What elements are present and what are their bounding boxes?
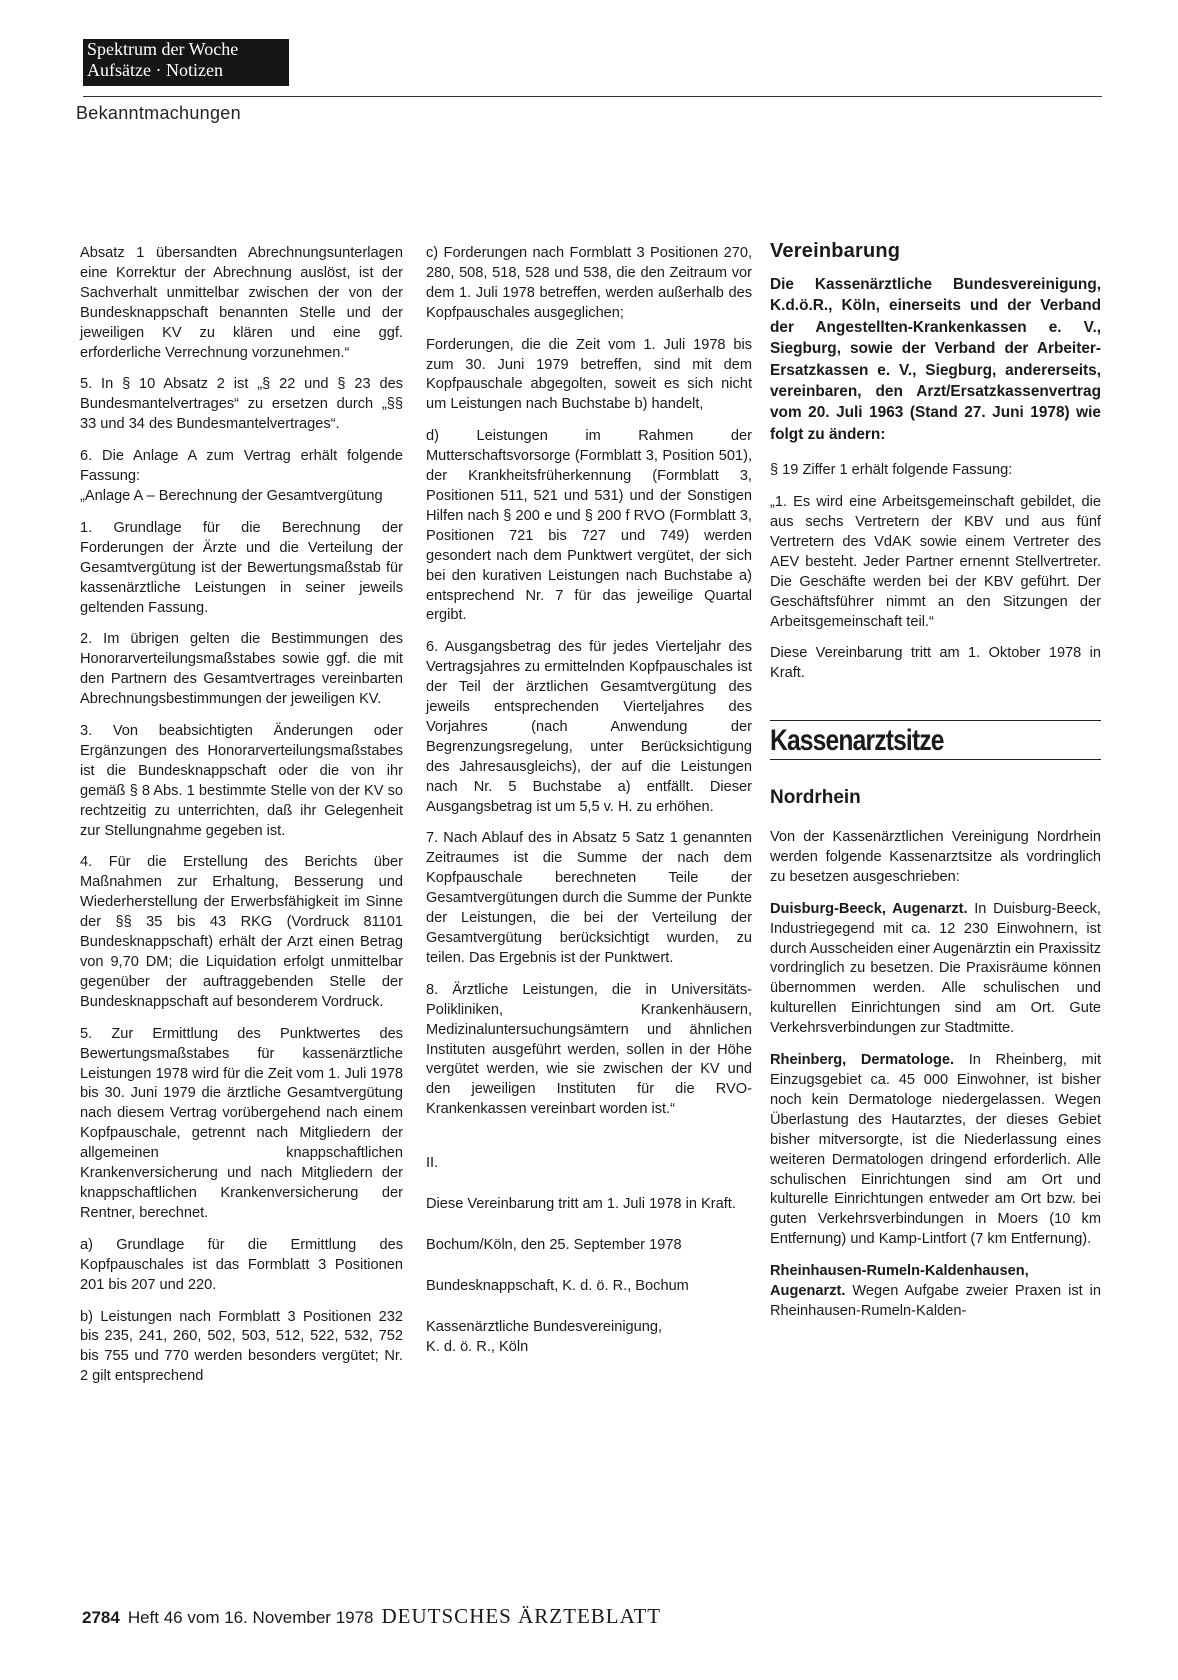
- paragraph: d) Leistungen im Rahmen der Mutterschaftsvorsorge (Formblatt 3, Position 501), der Krankheitsfrüherkennung (Formblatt 3, Positionen 511, 521 und 531) und der Sonstigen Hilfen nach § 200 e und § 200 f RVO (Formblatt 3, Positionen 721 bis 727 und 749) werden gesondert nach dem Punktwert vergütet, der sich bei den kurativen Leistungen nach Buchstabe a) entsprechend Nr. 7 für das jeweilige Quartal ergibt.: [426, 428, 752, 624]
- section-title: Kassenarztsitze: [770, 724, 944, 758]
- listing-text: In Duisburg-Beeck, Industriegegend mit ca. 12 230 Einwohnern, ist durch Ausscheiden einer Augenärztin ein Praxissitz vordringlich zu besetzen. Die Praxisräume können übernommen werden. Alle schulischen und kulturellen Einrichtungen sind am Ort. Gute Verkehrsverbindungen zur Stadtmitte.: [770, 900, 1101, 1037]
- section-rule: [770, 720, 1101, 721]
- listing-rheinhausen: [770, 1262, 1101, 1322]
- column-3: [770, 240, 1102, 1334]
- listing-duisburg: [770, 900, 1101, 1039]
- journal-title: DEUTSCHES ÄRZTEBLATT: [381, 1604, 662, 1628]
- paragraph: 5. Zur Ermittlung des Punktwertes des Bewertungsmaßstabes für kassenärztliche Leistungen 1978 wird für die Zeit vom 1. Juli 1978 bis 30. Juni 1979 die ärztliche Gesamtvergütung nach diesem Vertrag vorübergehend nach einem Kopfpauschale, getrennt nach Mitgliedern der allgemeinen knappschaftlichen Krankenversicherung und nach Mitgliedern der knappschaftlichen Krankenversicherung der Rentner, berechnet.: [80, 1025, 403, 1221]
- column-1: [80, 244, 403, 1399]
- paragraph: Absatz 1 übersandten Abrechnungsunterlagen eine Korrektur der Abrechnung auslöst, ist der Sachverhalt unmittelbar zwischen der von der Bundesknappschaft benannten Stelle und der jeweiligen KV zu klären und eine ggf. erforderliche Verrechnung vorzunehmen.“: [80, 245, 403, 361]
- place-date: Bochum/Köln, den 25. September 1978: [426, 1236, 682, 1253]
- masthead: [83, 39, 289, 86]
- section-label: Bekanntmachungen: [76, 103, 241, 123]
- paragraph: 1. Grundlage für die Berechnung der Forderungen der Ärzte und die Verteilung der Gesamtvergütung ist der Bewertungsmaßstab für kassenärztliche Leistungen in seiner jeweils geltenden Fassung.: [80, 519, 403, 616]
- column-2: [426, 244, 752, 1370]
- paragraph: 2. Im übrigen gelten die Bestimmungen des Honorarverteilungsmaßstabes sowie ggf. die mit den Partnern des Gesamtvertrages vereinbarten Abrechnungsbestimmungen der jeweiligen KV.: [80, 631, 403, 708]
- paragraph: „1. Es wird eine Arbeitsgemeinschaft gebildet, die aus sechs Vertretern der KBV und aus fünf Vertretern des VdAK sowie einem Vertreter des AEV besteht. Jeder Partner ernennt Stellvertreter. Die Geschäfte werden bei der KBV geführt. Der Geschäftsführer nimmt an den Sitzungen der Arbeitsgemeinschaft teil.“: [770, 494, 1101, 630]
- listing-title: Duisburg-Beeck, Augenarzt.: [770, 900, 968, 917]
- paragraph: 6. Die Anlage A zum Vertrag erhält folgende Fassung: „Anlage A – Berechnung der Gesamtvergütung: [80, 448, 403, 504]
- paragraph: 6. Ausgangsbetrag des für jedes Vierteljahr des Vertragsjahres zu ermittelnden Kopfpauschales ist der Teil der ärztlichen Gesamtvergütung des jeweils entsprechenden Vierteljahres des Vorjahres (nach Anwendung der Begrenzungsregelung, unter Berücksichtigung des Jahresausgleichs), der auf die Leistungen nach Nr. 5 Buchstabe a) entfällt. Dieser Ausgangsbetrag ist um 5,5 v. H. zu erhöhen.: [426, 639, 752, 815]
- listing-text: Wegen Aufgabe zweier Praxen ist in Rheinhausen-Rumeln-Kalden-: [770, 1283, 1101, 1319]
- masthead-line-1: Spektrum der Woche: [87, 39, 239, 59]
- paragraph: a) Grundlage für die Ermittlung des Kopfpauschales ist das Formblatt 3 Positionen 201 bis 207 und 220.: [80, 1236, 403, 1293]
- paragraph: Forderungen, die die Zeit vom 1. Juli 1978 bis zum 30. Juni 1979 betreffen, sind mit dem Kopfpauschale abgegolten, soweit es sich nicht um Leistungen nach Buchstabe b) handelt,: [426, 336, 752, 413]
- paragraph: 7. Nach Ablauf des in Absatz 5 Satz 1 genannten Zeitraumes ist die Summe der nach dem Kopfpauschale berechneten Teile der Gesamtvergütungen durch die Summe der Punkte der Leistungen, die bei der Verteilung der Gesamtvergütung berücksichtigt wurden, zu teilen. Das Ergebnis ist der Punktwert.: [426, 830, 752, 966]
- paragraph: Diese Vereinbarung tritt am 1. Oktober 1978 in Kraft.: [770, 645, 1101, 682]
- paragraph: 5. In § 10 Absatz 2 ist „§ 22 und § 23 des Bundesmantelvertrages“ zu ersetzen durch „§§ 33 und 34 des Bundesmantelvertrages“.: [80, 376, 403, 433]
- heading-vereinbarung: Vereinbarung: [770, 240, 901, 262]
- header-rule: [83, 96, 1102, 97]
- lead-paragraph: Die Kassenärztliche Bundesvereinigung, K.d.ö.R., Köln, einerseits und der Verband der Angestellten-Krankenkassen e. V., Siegburg, sowie der Verband der Arbeiter-Ersatzkassen e. V., Siegburg, andererseits, vereinbaren, den Arzt/Ersatzkassenvertrag vom 20. Juli 1963 (Stand 27. Juni 1978) wie folgt zu ändern:: [770, 275, 1101, 443]
- paragraph: 3. Von beabsichtigten Änderungen oder Ergänzungen des Honorarverteilungsmaßstabes ist die Bundesknappschaft oder die von ihr gemäß § 8 Abs. 1 bestimmte Stelle von der KV so rechtzeitig zu unterrichten, daß ihr Gelegenheit zur Stellungnahme gegeben ist.: [80, 723, 403, 839]
- listing-text: In Rheinberg, mit Einzugsgebiet ca. 45 000 Einwohner, ist bisher noch kein Dermatologe niedergelassen. Wegen Überlastung des Hautarztes, der dieses Gebiet bisher mitversorgte, ist die Niederlassung eines weiteren Dermatologen dringend erforderlich. Alle schulischen Einrichtungen sind am Ort und kulturelle Einrichtungen entweder am Ort bzw. bei guten Verkehrsverbindungen in Moers (10 km Entfernung) und Kamp-Lintfort (7 km Entfernung).: [770, 1052, 1102, 1248]
- masthead-line-2: Aufsätze · Notizen: [87, 60, 223, 80]
- paragraph: c) Forderungen nach Formblatt 3 Positionen 270, 280, 508, 518, 528 und 538, die den Zeitraum vor dem 1. Juli 1978 betreffen, werden außerhalb des Kopfpauschales ausgeglichen;: [426, 245, 752, 321]
- signatory-2: Kassenärztliche Bundesvereinigung, K. d. ö. R., Köln: [426, 1318, 663, 1355]
- effective-date: Diese Vereinbarung tritt am 1. Juli 1978 in Kraft.: [426, 1196, 736, 1213]
- signatory-1: Bundesknappschaft, K. d. ö. R., Bochum: [426, 1277, 689, 1294]
- issue-info: Heft 46 vom 16. November 1978: [127, 1608, 374, 1627]
- page-footer: [82, 1604, 661, 1629]
- section-rule-thin: [770, 759, 1101, 760]
- listing-title: Rheinberg, Dermatologe.: [770, 1052, 955, 1069]
- paragraph: § 19 Ziffer 1 erhält folgende Fassung:: [770, 462, 1013, 479]
- listing-rheinberg: [770, 1051, 1101, 1250]
- paragraph: Von der Kassenärztlichen Vereinigung Nordrhein werden folgende Kassenarztsitze als vordringlich zu besetzen ausgeschrieben:: [770, 829, 1101, 885]
- paragraph: 8. Ärztliche Leistungen, die in Universitäts-Polikliniken, Krankenhäusern, Medizinaluntersuchungsämtern und ähnlichen Instituten ausgeführt werden, sollen in der Höhe vergütet werden, wie sie zwischen der KV und den jeweiligen Instituten für die RVO-Krankenkassen vereinbart worden ist.“: [426, 981, 752, 1118]
- roman-numeral-heading: II.: [426, 1155, 439, 1172]
- region-heading: Nordrhein: [770, 787, 861, 809]
- paragraph: 4. Für die Erstellung des Berichts über Maßnahmen zur Erhaltung, Besserung und Wiederherstellung der Erwerbsfähigkeit im Sinne der §§ 35 bis 43 RKG (Vordruck 81101 Bundesknappschaft) erhält der Arzt einen Betrag von 9,70 DM; die Liquidation erfolgt unmittelbar gegenüber der auftraggebenden Stelle der Bundesknappschaft auf besonderem Vordruck.: [80, 854, 403, 1010]
- page-number: 2784: [82, 1608, 120, 1627]
- listing-title: Rheinhausen-Rumeln-Kaldenhausen, Augenarzt.: [770, 1263, 1029, 1300]
- paragraph: b) Leistungen nach Formblatt 3 Positionen 232 bis 235, 241, 260, 502, 503, 512, 522, 532, 752 bis 755 und 770 werden besonders vergütet; Nr. 2 gilt entsprechend: [80, 1308, 403, 1385]
